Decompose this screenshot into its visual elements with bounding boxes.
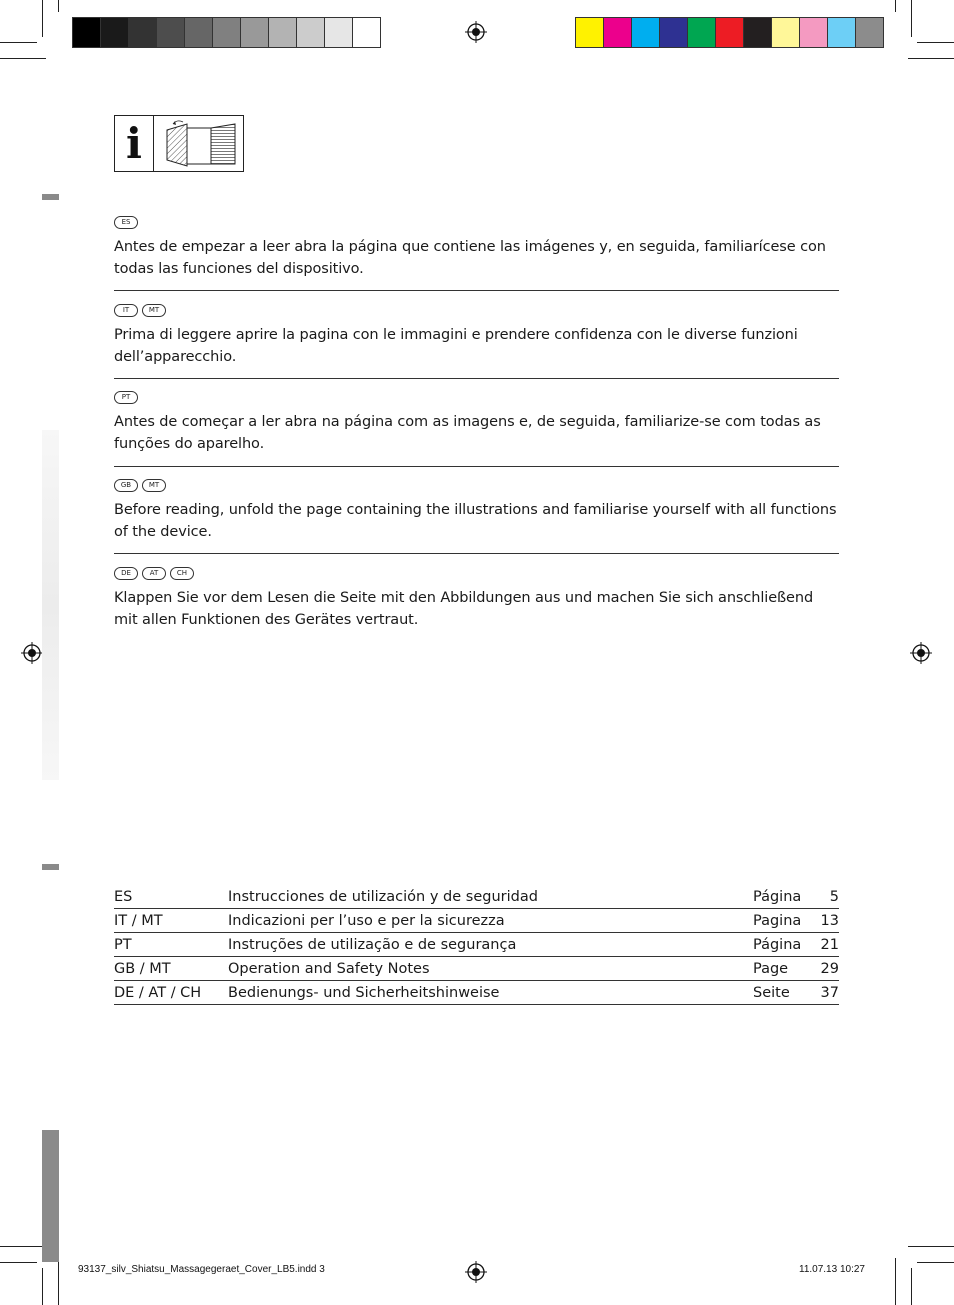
language-section <box>114 391 839 455</box>
grayscale-swatch <box>185 18 213 47</box>
toc-title: Operation and Safety Notes <box>228 957 753 981</box>
toc-title: Instrucciones de utilización y de seguridad <box>228 885 753 909</box>
grayscale-swatch <box>73 18 101 47</box>
language-badge: CH <box>170 567 194 580</box>
toc-page-word: Page <box>753 957 813 981</box>
instruction-text: Klappen Sie vor dem Lesen die Seite mit den Abbildungen aus und machen Sie sich anschließend mit allen Funktionen des Gerätes vertraut. <box>114 590 814 628</box>
instruction-text: Antes de começar a ler abra na página com as imagens e, de seguida, familiarize-se com todas as funções do aparelho. <box>114 414 821 452</box>
toc-title: Indicazioni per l’uso e per la sicurezza <box>228 909 753 933</box>
toc-page-number: 13 <box>813 909 839 933</box>
section-divider <box>114 553 839 554</box>
grayscale-swatch <box>101 18 129 47</box>
language-badges <box>114 216 839 230</box>
info-icon: i <box>115 116 154 171</box>
toc-language: DE / AT / CH <box>114 981 228 1005</box>
toc-row <box>114 933 839 957</box>
process-swatch <box>632 18 660 47</box>
toc-row <box>114 909 839 933</box>
toc-page-word: Seite <box>753 981 813 1005</box>
footer-timestamp: 11.07.13 10:27 <box>799 1264 865 1275</box>
toc-page-word: Página <box>753 933 813 957</box>
language-badge: GB <box>114 479 138 492</box>
side-gradient-strip <box>42 430 59 780</box>
side-tab-block <box>42 1130 59 1262</box>
language-badge: ES <box>114 216 138 229</box>
language-section <box>114 216 839 280</box>
grayscale-swatch <box>297 18 325 47</box>
process-swatch <box>688 18 716 47</box>
toc-title: Bedienungs- und Sicherheitshinweise <box>228 981 753 1005</box>
foldout-page-icon <box>161 120 241 168</box>
toc-page-word: Página <box>753 885 813 909</box>
language-section <box>114 304 839 368</box>
toc-page-number: 37 <box>813 981 839 1005</box>
language-badge: DE <box>114 567 138 580</box>
language-section <box>114 479 839 543</box>
side-tab-marker <box>42 194 59 200</box>
toc-language: GB / MT <box>114 957 228 981</box>
toc-row <box>114 957 839 981</box>
grayscale-swatch <box>241 18 269 47</box>
registration-mark-icon <box>465 1261 487 1283</box>
language-badges <box>114 391 839 405</box>
toc-language: PT <box>114 933 228 957</box>
grayscale-color-bar <box>72 17 381 48</box>
process-swatch <box>828 18 856 47</box>
language-section <box>114 567 839 631</box>
process-swatch <box>856 18 883 47</box>
grayscale-swatch <box>353 18 380 47</box>
toc-page-word: Pagina <box>753 909 813 933</box>
process-swatch <box>604 18 632 47</box>
process-swatch <box>772 18 800 47</box>
instruction-text: Prima di leggere aprire la pagina con le immagini e prendere confidenza con le diverse funzioni dell’apparecchio. <box>114 327 798 365</box>
toc-page-number: 29 <box>813 957 839 981</box>
language-badges <box>114 304 839 318</box>
language-badges <box>114 479 839 493</box>
toc-page-number: 21 <box>813 933 839 957</box>
section-divider <box>114 466 839 467</box>
toc-language: ES <box>114 885 228 909</box>
language-badge: AT <box>142 567 166 580</box>
toc-language: IT / MT <box>114 909 228 933</box>
table-of-contents <box>114 885 839 1005</box>
toc-row <box>114 885 839 909</box>
process-color-bar <box>575 17 884 48</box>
section-divider <box>114 378 839 379</box>
process-swatch <box>744 18 772 47</box>
grayscale-swatch <box>129 18 157 47</box>
registration-mark-icon <box>21 642 43 664</box>
language-badges <box>114 567 839 581</box>
section-divider <box>114 290 839 291</box>
language-badge: PT <box>114 391 138 404</box>
registration-mark-icon <box>910 642 932 664</box>
grayscale-swatch <box>213 18 241 47</box>
process-swatch <box>576 18 604 47</box>
registration-mark-icon <box>465 21 487 43</box>
toc-title: Instruções de utilização e de segurança <box>228 933 753 957</box>
footer-filename: 93137_silv_Shiatsu_Massagegeraet_Cover_LB5.indd 3 <box>78 1264 325 1275</box>
grayscale-swatch <box>157 18 185 47</box>
grayscale-swatch <box>269 18 297 47</box>
process-swatch <box>800 18 828 47</box>
side-tab-marker <box>42 864 59 870</box>
process-swatch <box>716 18 744 47</box>
language-badge: MT <box>142 479 166 492</box>
instruction-text: Before reading, unfold the page containing the illustrations and familiarise yourself with all functions of the device. <box>114 502 837 540</box>
toc-page-number: 5 <box>813 885 839 909</box>
info-foldout-box <box>114 115 244 172</box>
instruction-text: Antes de empezar a leer abra la página que contiene las imágenes y, en seguida, familiarícese con todas las funciones del dispositivo. <box>114 239 826 277</box>
language-badge: IT <box>114 304 138 317</box>
process-swatch <box>660 18 688 47</box>
language-badge: MT <box>142 304 166 317</box>
grayscale-swatch <box>325 18 353 47</box>
toc-row <box>114 981 839 1005</box>
